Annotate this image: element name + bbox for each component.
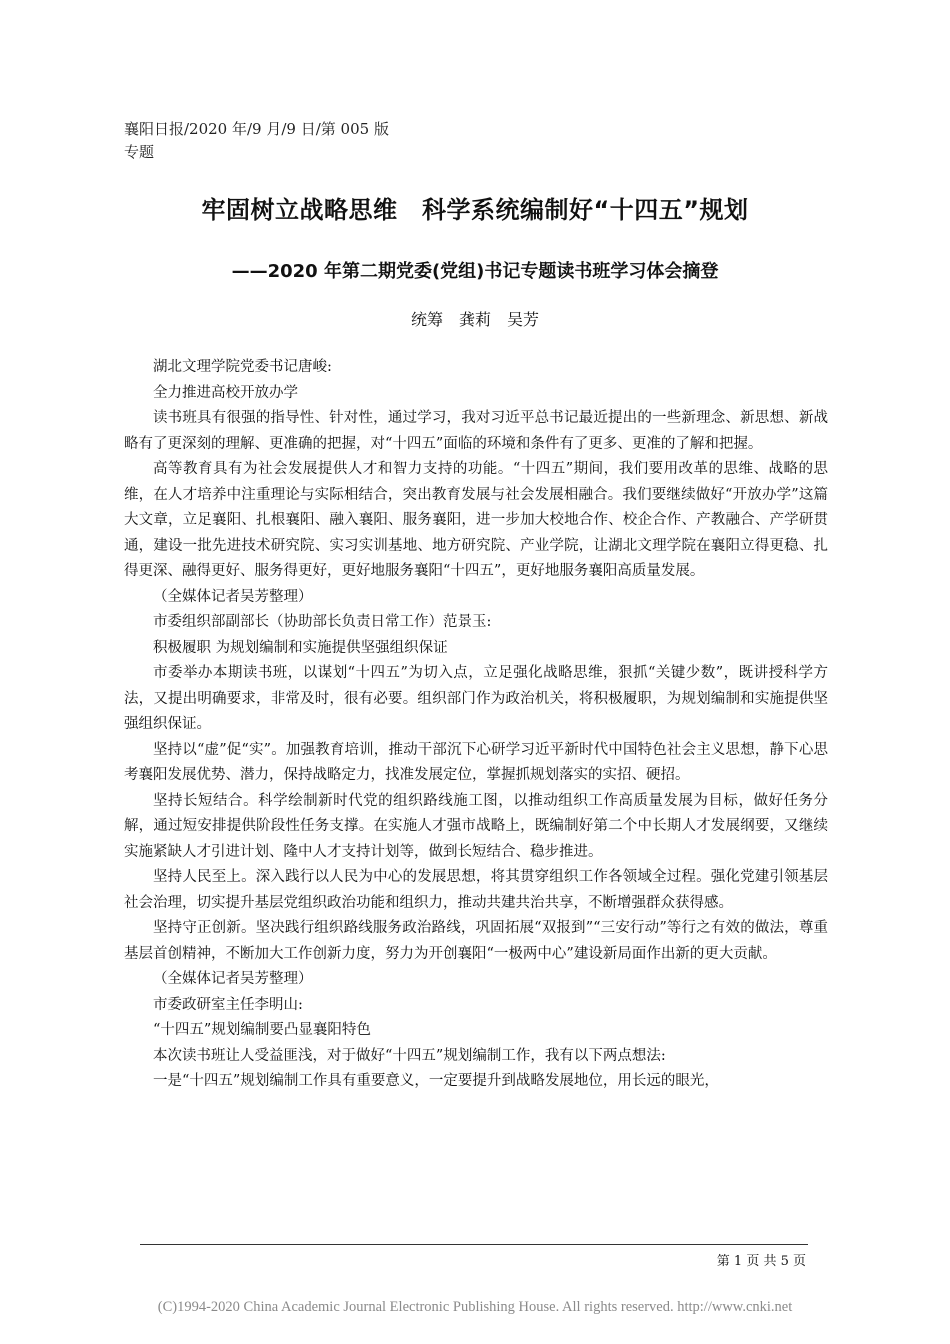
article-title: 牢固树立战略思维 科学系统编制好“十四五”规划 (201, 196, 749, 224)
copyright-notice: (C)1994-2020 China Academic Journal Electronic Publishing House. All rights reserved. http://www.cnki.net (157, 1299, 793, 1315)
section-heading: 积极履职 为规划编制和实施提供坚强组织保证 (153, 639, 448, 656)
paragraph: 坚持长短结合。科学绘制新时代党的组织路线施工图，以推动组织工作高质量发展为目标，做好任务分解，通过短安排提供阶段性任务支撑。在实施人才强市战略上，既编制好第二个中长期人才发展纲要，又继续实施紧缺人才引进计划、隆中人才支持计划等，做到长短结合、稳步推进。 (124, 792, 828, 860)
paragraph: 坚持人民至上。深入践行以人民为中心的发展思想，将其贯穿组织工作各领域全过程。强化党建引领基层社会治理，切实提升基层党组织政治功能和组织力，推动共建共治共享，不断增强群众获得感。 (124, 869, 828, 911)
article-subtitle: ——2020 年第二期党委(党组)书记专题读书班学习体会摘登 (231, 261, 719, 282)
section-heading: “十四五”规划编制要凸显襄阳特色 (153, 1022, 371, 1038)
paragraph: 坚持以“虚”促“实”。加强教育培训，推动干部沉下心研学习近平新时代中国特色社会主义思想，静下心思考襄阳发展优势、潜力，保持战略定力，找准发展定位，掌握抓规划落实的实招、硬招。 (124, 741, 828, 783)
paragraph: 读书班具有很强的指导性、针对性，通过学习，我对习近平总书记最近提出的一些新理念、新思想、新战略有了更深刻的理解、更准确的把握，对“十四五”面临的环境和条件有了更多、更准的了解和把握。 (124, 410, 828, 452)
paragraph: 市委举办本期读书班，以谋划“十四五”为切入点，立足强化战略思维，狠抓“关键少数”，既讲授科学方法，又提出明确要求，非常及时，很有必要。组织部门作为政治机关，将积极履职，为规划编制和实施提供坚强组织保证。 (124, 665, 828, 732)
page-number: 第 1 页 共 5 页 (716, 1254, 806, 1269)
speaker-name: 湖北文理学院党委书记唐峻: (153, 359, 332, 375)
section-heading: 全力推进高校开放办学 (153, 384, 298, 401)
source-line: 襄阳日报/2020 年/9 月/9 日/第 005 版 (124, 120, 389, 138)
footer-divider (140, 1244, 808, 1245)
paragraph: 坚持守正创新。坚决践行组织路线服务政治路线，巩固拓展“双报到”“三安行动”等行之有效的做法，尊重基层首创精神，不断加大工作创新力度，努力为开创襄阳“一极两中心”建设新局面作出新的更大贡献。 (124, 920, 828, 962)
section-label: 专题 (124, 143, 155, 161)
reporter-note: （全媒体记者吴芳整理） (153, 971, 313, 987)
article-body (124, 355, 828, 1095)
paragraph: 本次读书班让人受益匪浅，对于做好“十四五”规划编制工作，我有以下两点想法: (153, 1047, 666, 1064)
editors-line: 统筹 龚莉 吴芳 (410, 310, 539, 329)
speaker-name: 市委政研室主任李明山: (153, 996, 303, 1013)
reporter-note: （全媒体记者吴芳整理） (153, 588, 313, 605)
paragraph: 一是“十四五”规划编制工作具有重要意义，一定要提升到战略发展地位，用长远的眼光， (153, 1073, 719, 1089)
speaker-name: 市委组织部副部长（协助部长负责日常工作）范景玉: (153, 614, 492, 630)
paragraph: 高等教育具有为社会发展提供人才和智力支持的功能。“十四五”期间，我们要用改革的思维、战略的思维，在人才培养中注重理论与实际相结合，突出教育发展与社会发展相融合。我们要继续做好“开放办学”这篇大文章，立足襄阳、扎根襄阳、融入襄阳、服务襄阳，进一步加大校地合作、校企合作、产教融合、产学研贯通，建设一批先进技术研究院、实习实训基地、地方研究院、产业学院，让湖北文理学院在襄阳立得更稳、扎得更深、融得更好、服务得更好，更好地服务襄阳“十四五”，更好地服务襄阳高质量发展。 (124, 461, 828, 579)
source-info (124, 118, 389, 164)
